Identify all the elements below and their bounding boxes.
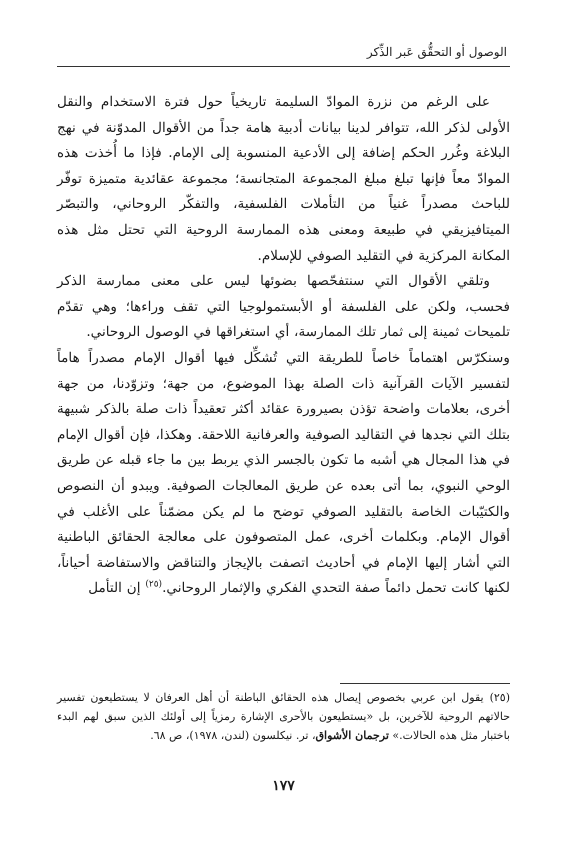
paragraph-3 — [57, 346, 510, 602]
footnote-text: يقول ابن عربي بخصوص إيصال هذه الحقائق الباطنة أن أهل العرفان لا يستطيعون تفسير حالاتهم الروحية للآخرين، بل «يستطيعون بالأحرى الإشارة رمزياً إلى أولئك الذين سبق لهم البدء باختبار مثل هذه الحالات.» — [57, 691, 510, 742]
header-rule — [57, 66, 510, 67]
paragraph-2: وتلقي الأقوال التي سنتفحّصها بضوئها ليس على معنى ممارسة الذكر فحسب، ولكن على الفلسفة أو الأبستمولوجيا التي تقف وراءها؛ وهي تقدّم تلميحات ثمينة إلى ثمار تلك الممارسة، أي استغراقها في الوصول الروحاني. — [57, 273, 510, 341]
footnote-reference[interactable]: (٢٥) — [145, 579, 163, 590]
footnote-citation: ، تر. نيكلسون (لندن، ١٩٧٨)، ص ٦٨. — [150, 729, 316, 742]
running-title: الوصول أو التحقُّق عَبر الذِّكر — [366, 45, 507, 59]
running-head — [80, 44, 507, 60]
footnote-separator — [340, 683, 510, 684]
paragraph-3-text: وسنكرّس اهتماماً خاصاً للطريقة التي تُشكِّل فيها أقوال الإمام مصدراً هاماً لتفسير الآيات القرآنية ذات الصلة بهذا الموضوع، من جهة؛ وتزوّدنا، من جهة أخرى، بعلامات واضحة تؤذن بصيرورة عقائد أكثر تعقيداً ذات صلة بالذكر شبيهة بتلك التي نجدها في التقاليد الصوفية والعرفانية اللاحقة. وهكذا، فإن أقوال الإمام في هذا المجال هي أشبه ما تكون بالجسر الذي يربط بين ما جاء قبله عن طريق الوحي النبوي، بما أتى بعده عن طريق المعالجات الصوفية. ويبدو أن النصوص والكتيّبات الخاصة بالتقليد الصوفي توضح ما لم يكن مضمّناً على الأغلب في أقوال الإمام. وبكلمات أخرى، عمل المتصوفون على معالجة الحقائق الباطنية التي أشار إليها الإمام في أحاديث اتصفت بالإيجاز والتناقض والاستفاضة أحياناً، لكنها كانت تحمل دائماً صفة التحدي الفكري والإثمار الروحاني. — [57, 349, 510, 597]
page-number: ١٧٧ — [272, 778, 295, 794]
paragraph-1: على الرغم من نزرة الموادّ السليمة تاريخياً حول فترة الاستخدام والنقل الأولى لذكر الله، تتوافر لدينا بيانات أدبية هامة جداً من الأقوال المدوّنة في نهج البلاغة وغُرر الحكم إضافة إلى الأدعية المنسوبة إلى الإمام. فإذا ما أُخذت هذه الموادّ معاً فإنها تبلغ مبلغ المجموعة المتجانسة؛ مجموعة عقائدية متميزة توفّر للباحث مصدراً غنياً من التأملات الفلسفية، والتفكّر الروحاني، والتبصّر الميتافيزيقي في طبيعة ومعنى هذه الممارسة الروحية التي تحتل مثل هذه المكانة المركزية في التقليد الصوفي للإسلام. — [57, 94, 510, 264]
footnote-number: (٢٥) — [489, 691, 510, 704]
paragraph-3-continuation: إن التأمل — [88, 580, 146, 597]
footnote — [57, 688, 510, 745]
main-text — [57, 90, 510, 602]
footnote-book-title: ترجمان الأشواق — [315, 729, 389, 742]
